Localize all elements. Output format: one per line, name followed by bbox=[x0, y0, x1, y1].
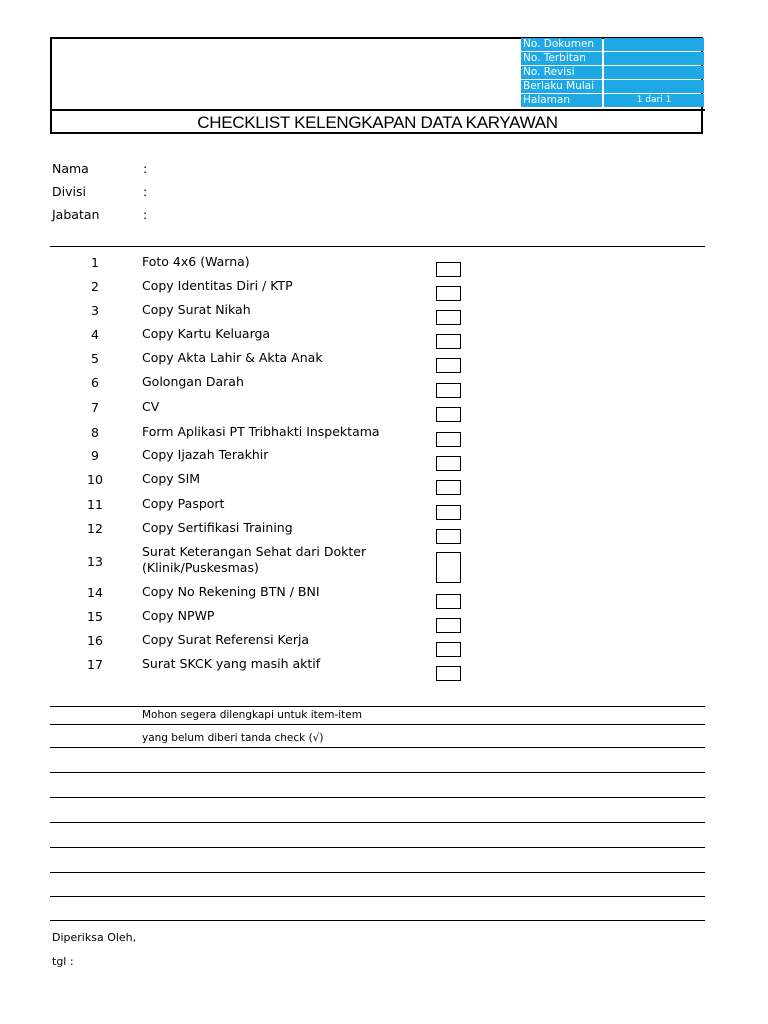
doc-row-no-terbitan bbox=[521, 52, 704, 66]
divisi-label: Divisi bbox=[52, 184, 86, 199]
item-number: 1 bbox=[91, 255, 99, 270]
ruled-line bbox=[50, 896, 705, 897]
checkbox-item-1[interactable] bbox=[436, 262, 461, 277]
item-number: 5 bbox=[91, 351, 99, 366]
item-text: Surat SKCK yang masih aktif bbox=[142, 656, 321, 671]
doc-label: No. Terbitan bbox=[521, 52, 602, 65]
notes-rule bbox=[50, 724, 705, 725]
checkbox-item-14[interactable] bbox=[436, 594, 461, 609]
checkbox-item-6[interactable] bbox=[436, 383, 461, 398]
item-text: Surat Keterangan Sehat dari Dokter bbox=[142, 544, 367, 559]
note-line-2: yang belum diberi tanda check (√) bbox=[142, 732, 324, 744]
item-number: 14 bbox=[87, 585, 103, 600]
item-text: Copy Pasport bbox=[142, 496, 225, 511]
checkbox-item-8[interactable] bbox=[436, 432, 461, 447]
item-text: CV bbox=[142, 399, 160, 414]
checkbox-item-2[interactable] bbox=[436, 286, 461, 301]
checkbox-item-17[interactable] bbox=[436, 666, 461, 681]
ruled-line bbox=[50, 847, 705, 848]
note-line-1: Mohon segera dilengkapi untuk item-item bbox=[142, 709, 362, 721]
jabatan-label: Jabatan bbox=[52, 207, 100, 222]
checkbox-item-7[interactable] bbox=[436, 407, 461, 422]
checked-by-label: Diperiksa Oleh, bbox=[52, 931, 137, 944]
item-text: Copy SIM bbox=[142, 471, 201, 486]
item-number: 6 bbox=[91, 375, 99, 390]
checkbox-item-16[interactable] bbox=[436, 642, 461, 657]
item-text: Copy Ijazah Terakhir bbox=[142, 447, 269, 462]
item-text: Copy Sertifikasi Training bbox=[142, 520, 293, 535]
document-info-table bbox=[521, 38, 704, 108]
nama-colon: : bbox=[143, 161, 148, 176]
checklist-top-rule bbox=[50, 246, 705, 247]
ruled-line bbox=[50, 747, 705, 748]
date-label: tgl : bbox=[52, 955, 74, 968]
item-text: Copy No Rekening BTN / BNI bbox=[142, 584, 320, 599]
item-number: 8 bbox=[91, 425, 99, 440]
item-text: Copy Kartu Keluarga bbox=[142, 326, 271, 341]
checkbox-item-10[interactable] bbox=[436, 480, 461, 495]
checkbox-item-12[interactable] bbox=[436, 529, 461, 544]
item-text: Copy Surat Nikah bbox=[142, 302, 251, 317]
divisi-colon: : bbox=[143, 184, 148, 199]
item-number: 3 bbox=[91, 303, 99, 318]
item-text-line2: (Klinik/Puskesmas) bbox=[142, 560, 259, 575]
item-number: 16 bbox=[87, 633, 103, 648]
doc-value[interactable] bbox=[604, 80, 704, 93]
doc-row-no-dokumen bbox=[521, 38, 704, 52]
item-number: 2 bbox=[91, 279, 99, 294]
ruled-line bbox=[50, 772, 705, 773]
ruled-line bbox=[50, 822, 705, 823]
ruled-line bbox=[50, 797, 705, 798]
item-number: 7 bbox=[91, 400, 99, 415]
doc-label: Berlaku Mulai bbox=[521, 80, 602, 93]
item-text: Copy Akta Lahir & Akta Anak bbox=[142, 350, 323, 365]
ruled-line bbox=[50, 920, 705, 921]
item-number: 4 bbox=[91, 327, 99, 342]
doc-label: No. Dokumen bbox=[521, 38, 602, 51]
doc-row-halaman bbox=[521, 94, 704, 108]
doc-row-berlaku-mulai bbox=[521, 80, 704, 94]
item-number: 9 bbox=[91, 448, 99, 463]
item-text: Copy Surat Referensi Kerja bbox=[142, 632, 310, 647]
item-number: 15 bbox=[87, 609, 103, 624]
item-text: Copy NPWP bbox=[142, 608, 215, 623]
checkbox-item-9[interactable] bbox=[436, 456, 461, 471]
notes-rule bbox=[50, 706, 705, 707]
checkbox-item-11[interactable] bbox=[436, 505, 461, 520]
jabatan-colon: : bbox=[143, 207, 148, 222]
checkbox-item-13[interactable] bbox=[436, 552, 461, 583]
item-number: 10 bbox=[87, 472, 103, 487]
checkbox-item-3[interactable] bbox=[436, 310, 461, 325]
item-text: Copy Identitas Diri / KTP bbox=[142, 278, 293, 293]
item-number: 11 bbox=[87, 497, 103, 512]
doc-row-no-revisi bbox=[521, 66, 704, 80]
doc-value[interactable] bbox=[604, 38, 704, 51]
item-number: 12 bbox=[87, 521, 103, 536]
ruled-line bbox=[50, 872, 705, 873]
doc-value[interactable] bbox=[604, 66, 704, 79]
item-text: Foto 4x6 (Warna) bbox=[142, 254, 250, 269]
checkbox-item-15[interactable] bbox=[436, 618, 461, 633]
doc-value[interactable] bbox=[604, 52, 704, 65]
nama-label: Nama bbox=[52, 161, 89, 176]
page-title: CHECKLIST KELENGKAPAN DATA KARYAWAN bbox=[197, 113, 558, 132]
doc-label: No. Revisi bbox=[521, 66, 602, 79]
item-text: Form Aplikasi PT Tribhakti Inspektama bbox=[142, 424, 380, 439]
doc-value: 1 dari 1 bbox=[604, 94, 704, 107]
item-number: 13 bbox=[87, 554, 103, 569]
item-number: 17 bbox=[87, 657, 103, 672]
item-text: Golongan Darah bbox=[142, 374, 244, 389]
doc-label: Halaman bbox=[521, 94, 602, 107]
checkbox-item-5[interactable] bbox=[436, 358, 461, 373]
checkbox-item-4[interactable] bbox=[436, 334, 461, 349]
